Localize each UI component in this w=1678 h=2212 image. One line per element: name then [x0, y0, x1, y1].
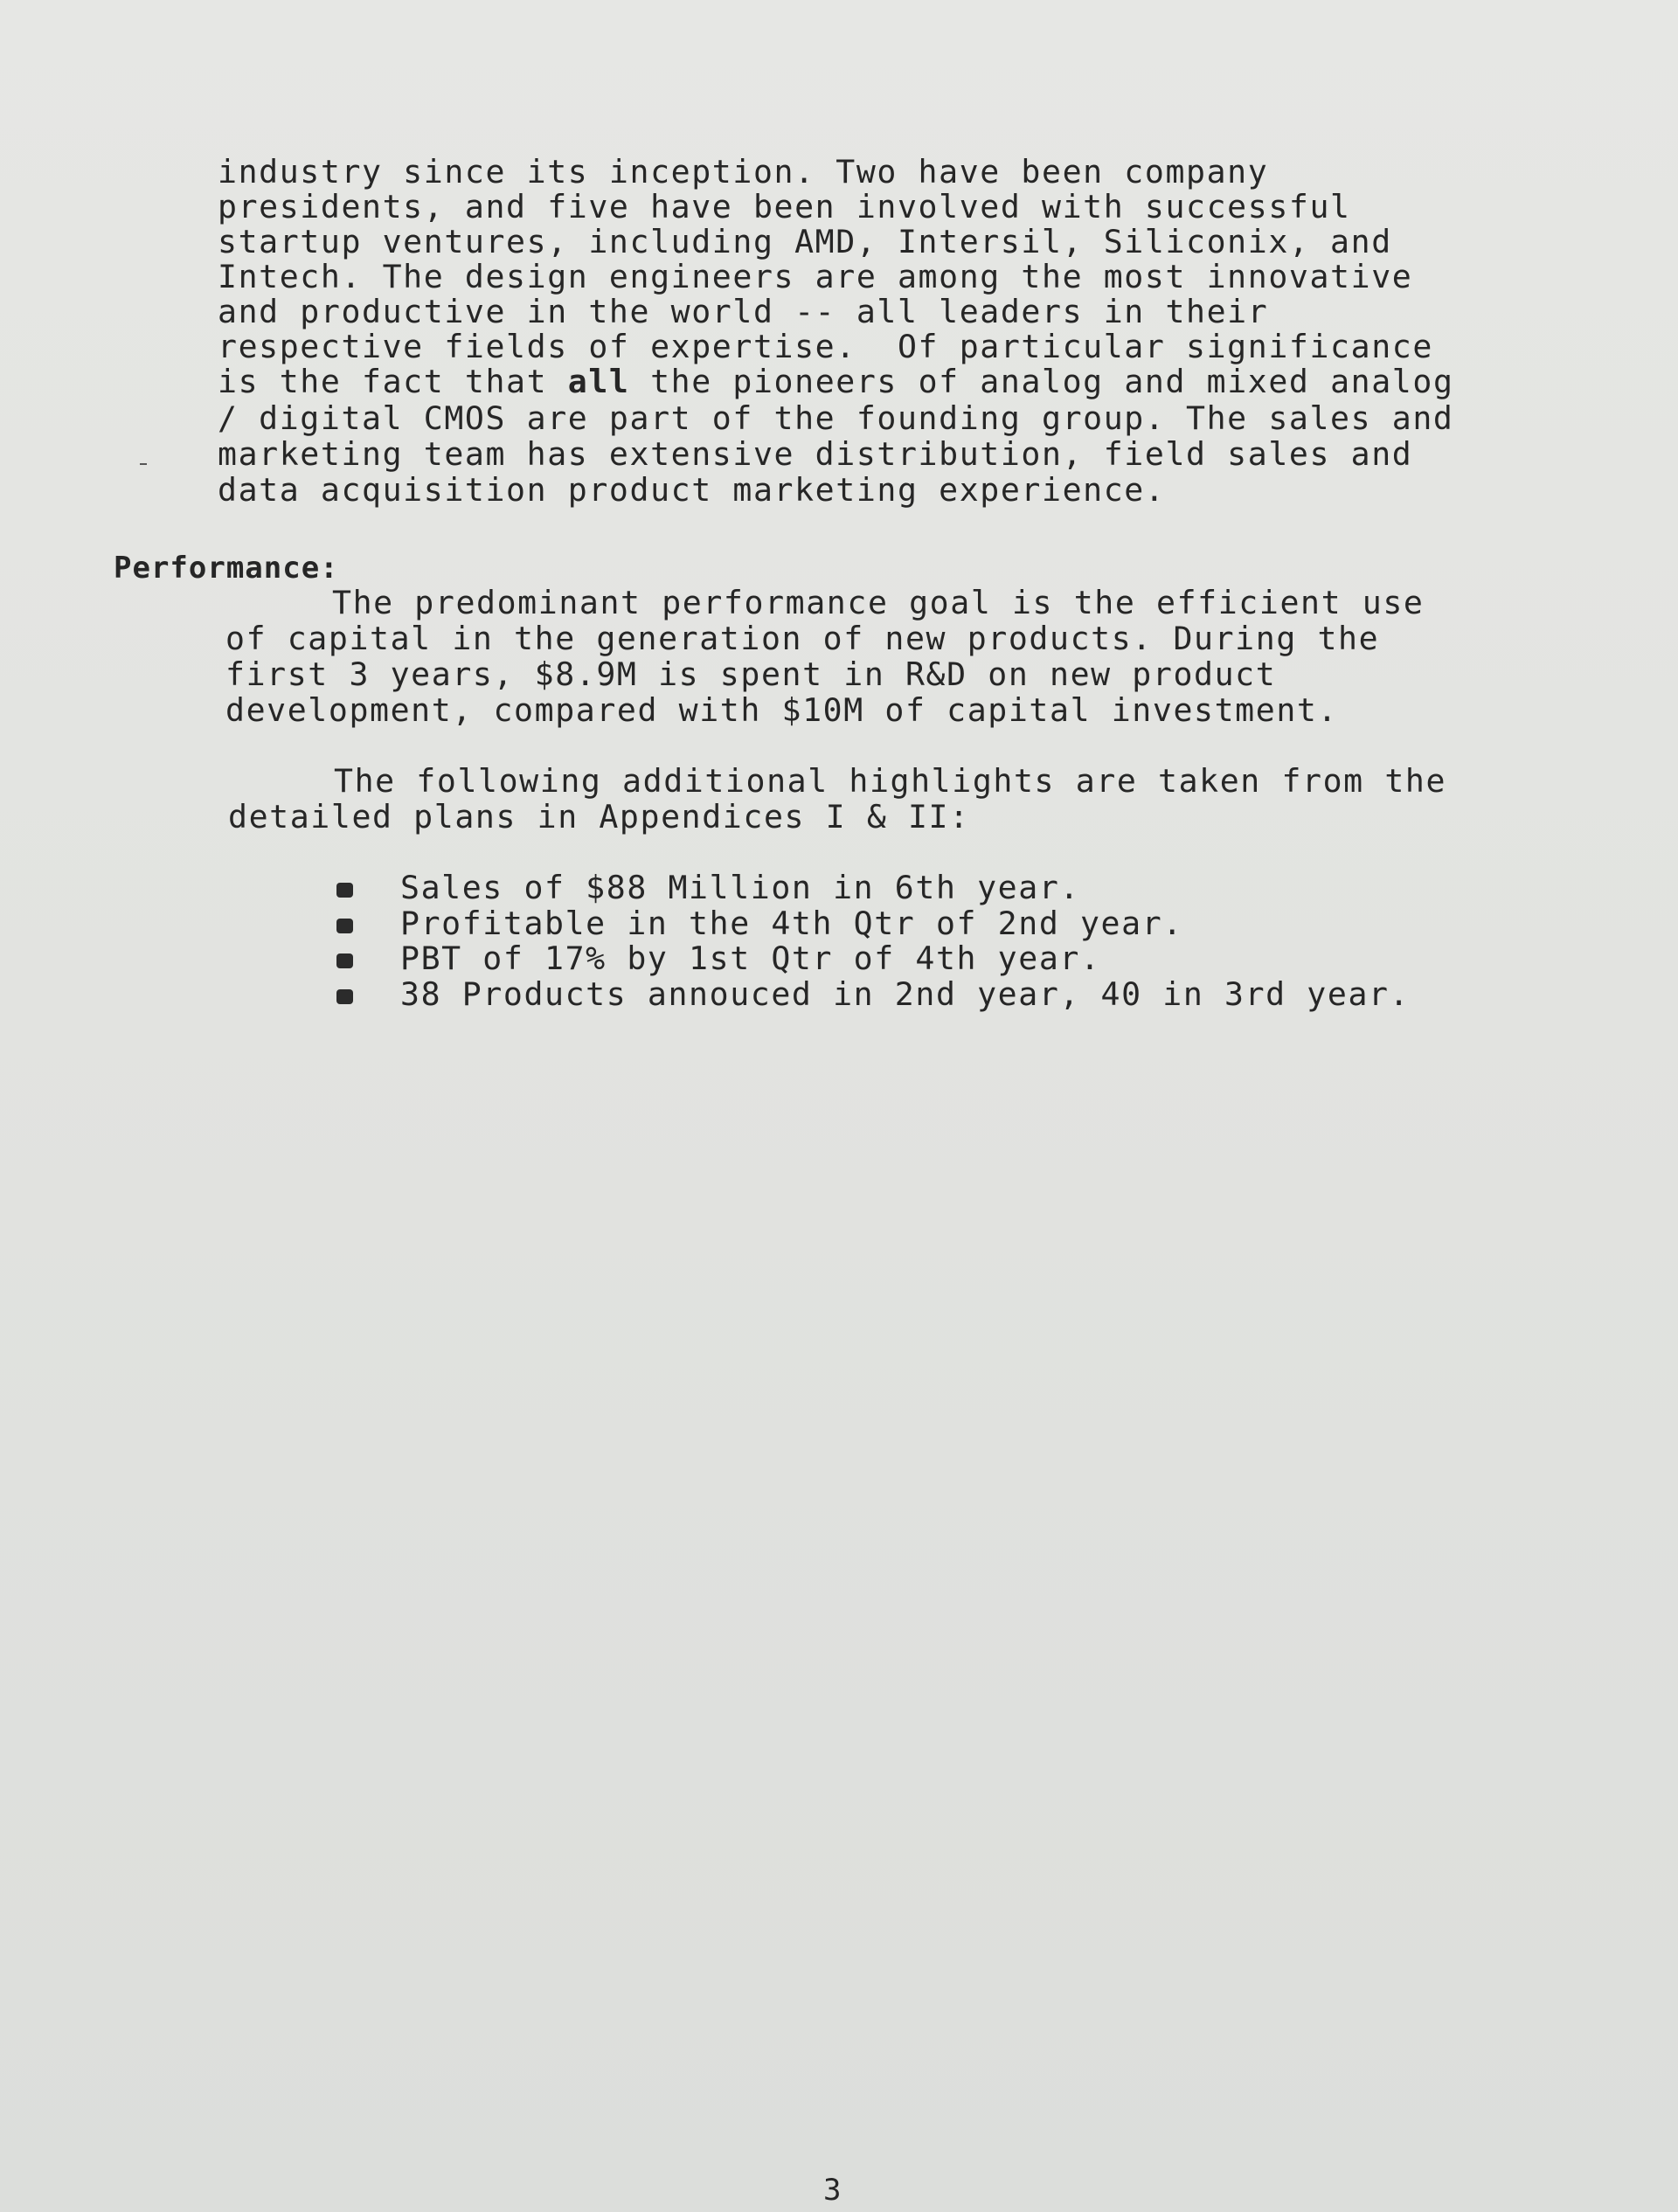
highlights-line-1: The following additional highlights are taken from the — [334, 762, 1447, 800]
performance-line-2: of capital in the generation of new products. During the — [225, 620, 1380, 657]
bullet-icon — [336, 883, 353, 898]
highlights-line-2: detailed plans in Appendices I & II: — [228, 798, 970, 836]
bullet-text-2: Profitable in the 4th Qtr of 2nd year. — [400, 905, 1183, 942]
margin-mark — [140, 463, 147, 465]
intro-line-8: / digital CMOS are part of the founding group. The sales and — [218, 399, 1454, 437]
intro-line-2: presidents, and five have been involved with successful — [218, 188, 1351, 225]
performance-heading: Performance: — [114, 551, 339, 586]
intro-line-10: data acquisition product marketing experience. — [218, 471, 1166, 509]
bullet-text-4: 38 Products annouced in 2nd year, 40 in 3rd year. — [400, 975, 1411, 1013]
performance-line-1: The predominant performance goal is the efficient use — [332, 584, 1425, 621]
bullet-icon — [336, 919, 353, 933]
intro-line-9: marketing team has extensive distribution, field sales and — [218, 435, 1413, 473]
bullet-text-3: PBT of 17% by 1st Qtr of 4th year. — [400, 940, 1101, 977]
intro-line-4: Intech. The design engineers are among the most innovative — [218, 258, 1413, 295]
emphasis-all: all — [567, 363, 630, 400]
intro-line-3: startup ventures, including AMD, Intersil, Siliconix, and — [218, 223, 1392, 260]
bullet-icon — [336, 989, 353, 1004]
intro-line-7-start: is the fact that — [218, 363, 548, 400]
bullet-icon — [336, 953, 353, 968]
intro-line-7-end: the pioneers of analog and mixed analog — [650, 363, 1454, 400]
intro-line-5: and productive in the world -- all leaders in their — [218, 293, 1269, 330]
performance-line-3: first 3 years, $8.9M is spent in R&D on new product — [225, 655, 1277, 693]
intro-line-7 — [218, 364, 1454, 399]
intro-line-6: respective fields of expertise. Of particular significance — [218, 328, 1433, 365]
intro-line-1: industry since its inception. Two have been company — [218, 153, 1269, 191]
performance-line-4: development, compared with $10M of capital investment. — [225, 691, 1339, 729]
bullet-text-1: Sales of $88 Million in 6th year. — [400, 869, 1080, 906]
page-number: 3 — [823, 2173, 842, 2208]
